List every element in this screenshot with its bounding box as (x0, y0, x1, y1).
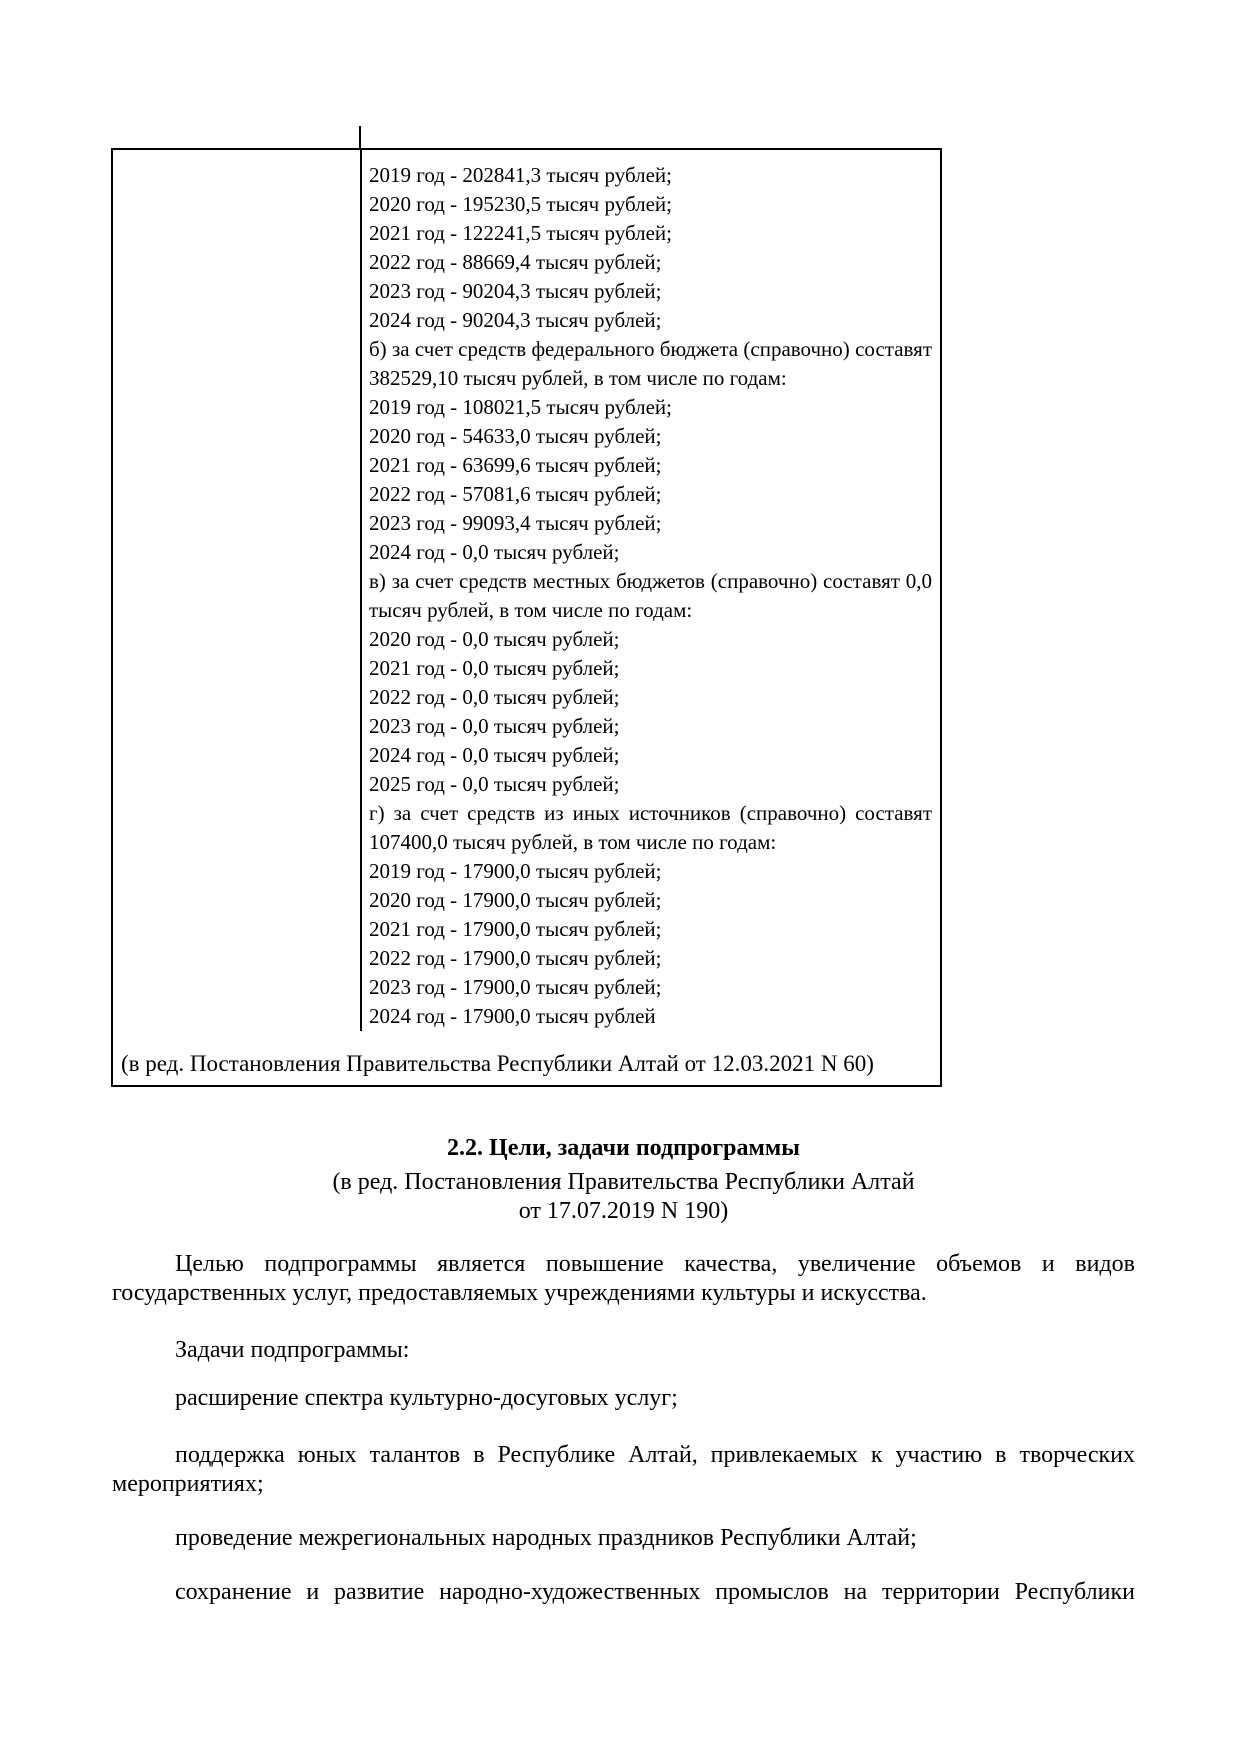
paragraph-line: поддержка юных талантов в Республике Алтай, привлекаемых к участию в творческих (175, 1442, 1135, 1468)
table-text-line: 2021 год - 122241,5 тысяч рублей; (369, 221, 672, 245)
paragraph-tasks-intro (112, 1336, 1135, 1365)
section-heading: 2.2. Цели, задачи подпрограммы (447, 1135, 800, 1161)
table-text-line: 2020 год - 195230,5 тысяч рублей; (369, 192, 672, 216)
table-text-line: 2021 год - 63699,6 тысяч рублей; (369, 453, 662, 477)
table-text-line: 2022 год - 57081,6 тысяч рублей; (369, 482, 662, 506)
table-text-line: 2024 год - 90204,3 тысяч рублей; (369, 308, 662, 332)
table-divider-stub (359, 126, 361, 150)
table-text-line: г) за счет средств из иных источников (справочно) составят (369, 801, 932, 825)
paragraph-line: Задачи подпрограммы: (175, 1337, 410, 1363)
paragraph-line: мероприятиях; (112, 1471, 264, 1497)
table-text-line: 2023 год - 17900,0 тысяч рублей; (369, 975, 662, 999)
table-amendment-note: (в ред. Постановления Правительства Республики Алтай от 12.03.2021 N 60) (121, 1051, 874, 1076)
section-subheading-line1: (в ред. Постановления Правительства Республики Алтай (332, 1169, 915, 1195)
table-cell-left-empty (113, 150, 362, 1031)
table-text-line: 2024 год - 0,0 тысяч рублей; (369, 743, 620, 767)
table-text-line: 2023 год - 0,0 тысяч рублей; (369, 714, 620, 738)
section-subheading-line2: от 17.07.2019 N 190) (518, 1198, 729, 1224)
table-text-line: 2019 год - 17900,0 тысяч рублей; (369, 859, 662, 883)
table-text-line: 2022 год - 0,0 тысяч рублей; (369, 685, 620, 709)
table-text-line: 2019 год - 108021,5 тысяч рублей; (369, 395, 672, 419)
table-cell-budget-text (362, 150, 940, 1031)
table-text-line: 2021 год - 17900,0 тысяч рублей; (369, 917, 662, 941)
paragraph-line: государственных услуг, предоставляемых учреждениями культуры и искусства. (112, 1280, 927, 1306)
table-text-line: 2023 год - 99093,4 тысяч рублей; (369, 511, 662, 535)
paragraph-line: проведение межрегиональных народных праздников Республики Алтай; (175, 1525, 917, 1551)
section-2-2 (112, 1134, 1135, 1607)
table-text-line: 2020 год - 0,0 тысяч рублей; (369, 627, 620, 651)
table-text-line: тысяч рублей, в том числе по годам: (369, 598, 693, 622)
paragraph-task-3 (112, 1524, 1135, 1553)
table-text-line: 2024 год - 17900,0 тысяч рублей (369, 1004, 656, 1028)
table-text-line: в) за счет средств местных бюджетов (справочно) составят 0,0 (369, 569, 932, 593)
paragraph-line: Целью подпрограммы является повышение качества, увеличение объемов и видов (175, 1251, 1135, 1277)
table-row (113, 150, 940, 1031)
table-text-line: 382529,10 тысяч рублей, в том числе по годам: (369, 366, 787, 390)
paragraph-task-1 (112, 1384, 1135, 1413)
table-text-line: 2022 год - 88669,4 тысяч рублей; (369, 250, 662, 274)
budget-table (111, 148, 942, 1087)
table-text-line: 2020 год - 17900,0 тысяч рублей; (369, 888, 662, 912)
table-text-line: б) за счет средств федерального бюджета (справочно) составят (369, 337, 932, 361)
paragraph-line: расширение спектра культурно-досуговых услуг; (175, 1385, 678, 1411)
table-text-line: 2023 год - 90204,3 тысяч рублей; (369, 279, 662, 303)
table-text-line: 2020 год - 54633,0 тысяч рублей; (369, 424, 662, 448)
table-text-line: 2022 год - 17900,0 тысяч рублей; (369, 946, 662, 970)
table-text-line: 107400,0 тысяч рублей, в том числе по годам: (369, 830, 777, 854)
table-text-line: 2024 год - 0,0 тысяч рублей; (369, 540, 620, 564)
table-text-line: 2019 год - 202841,3 тысяч рублей; (369, 163, 672, 187)
paragraph-goal (112, 1250, 1135, 1308)
table-text-line: 2025 год - 0,0 тысяч рублей; (369, 772, 620, 796)
paragraph-task-4 (112, 1578, 1135, 1607)
table-text-line: 2021 год - 0,0 тысяч рублей; (369, 656, 620, 680)
paragraph-task-2 (112, 1441, 1135, 1499)
paragraph-line: сохранение и развитие народно-художественных промыслов на территории Республики (175, 1579, 1135, 1605)
